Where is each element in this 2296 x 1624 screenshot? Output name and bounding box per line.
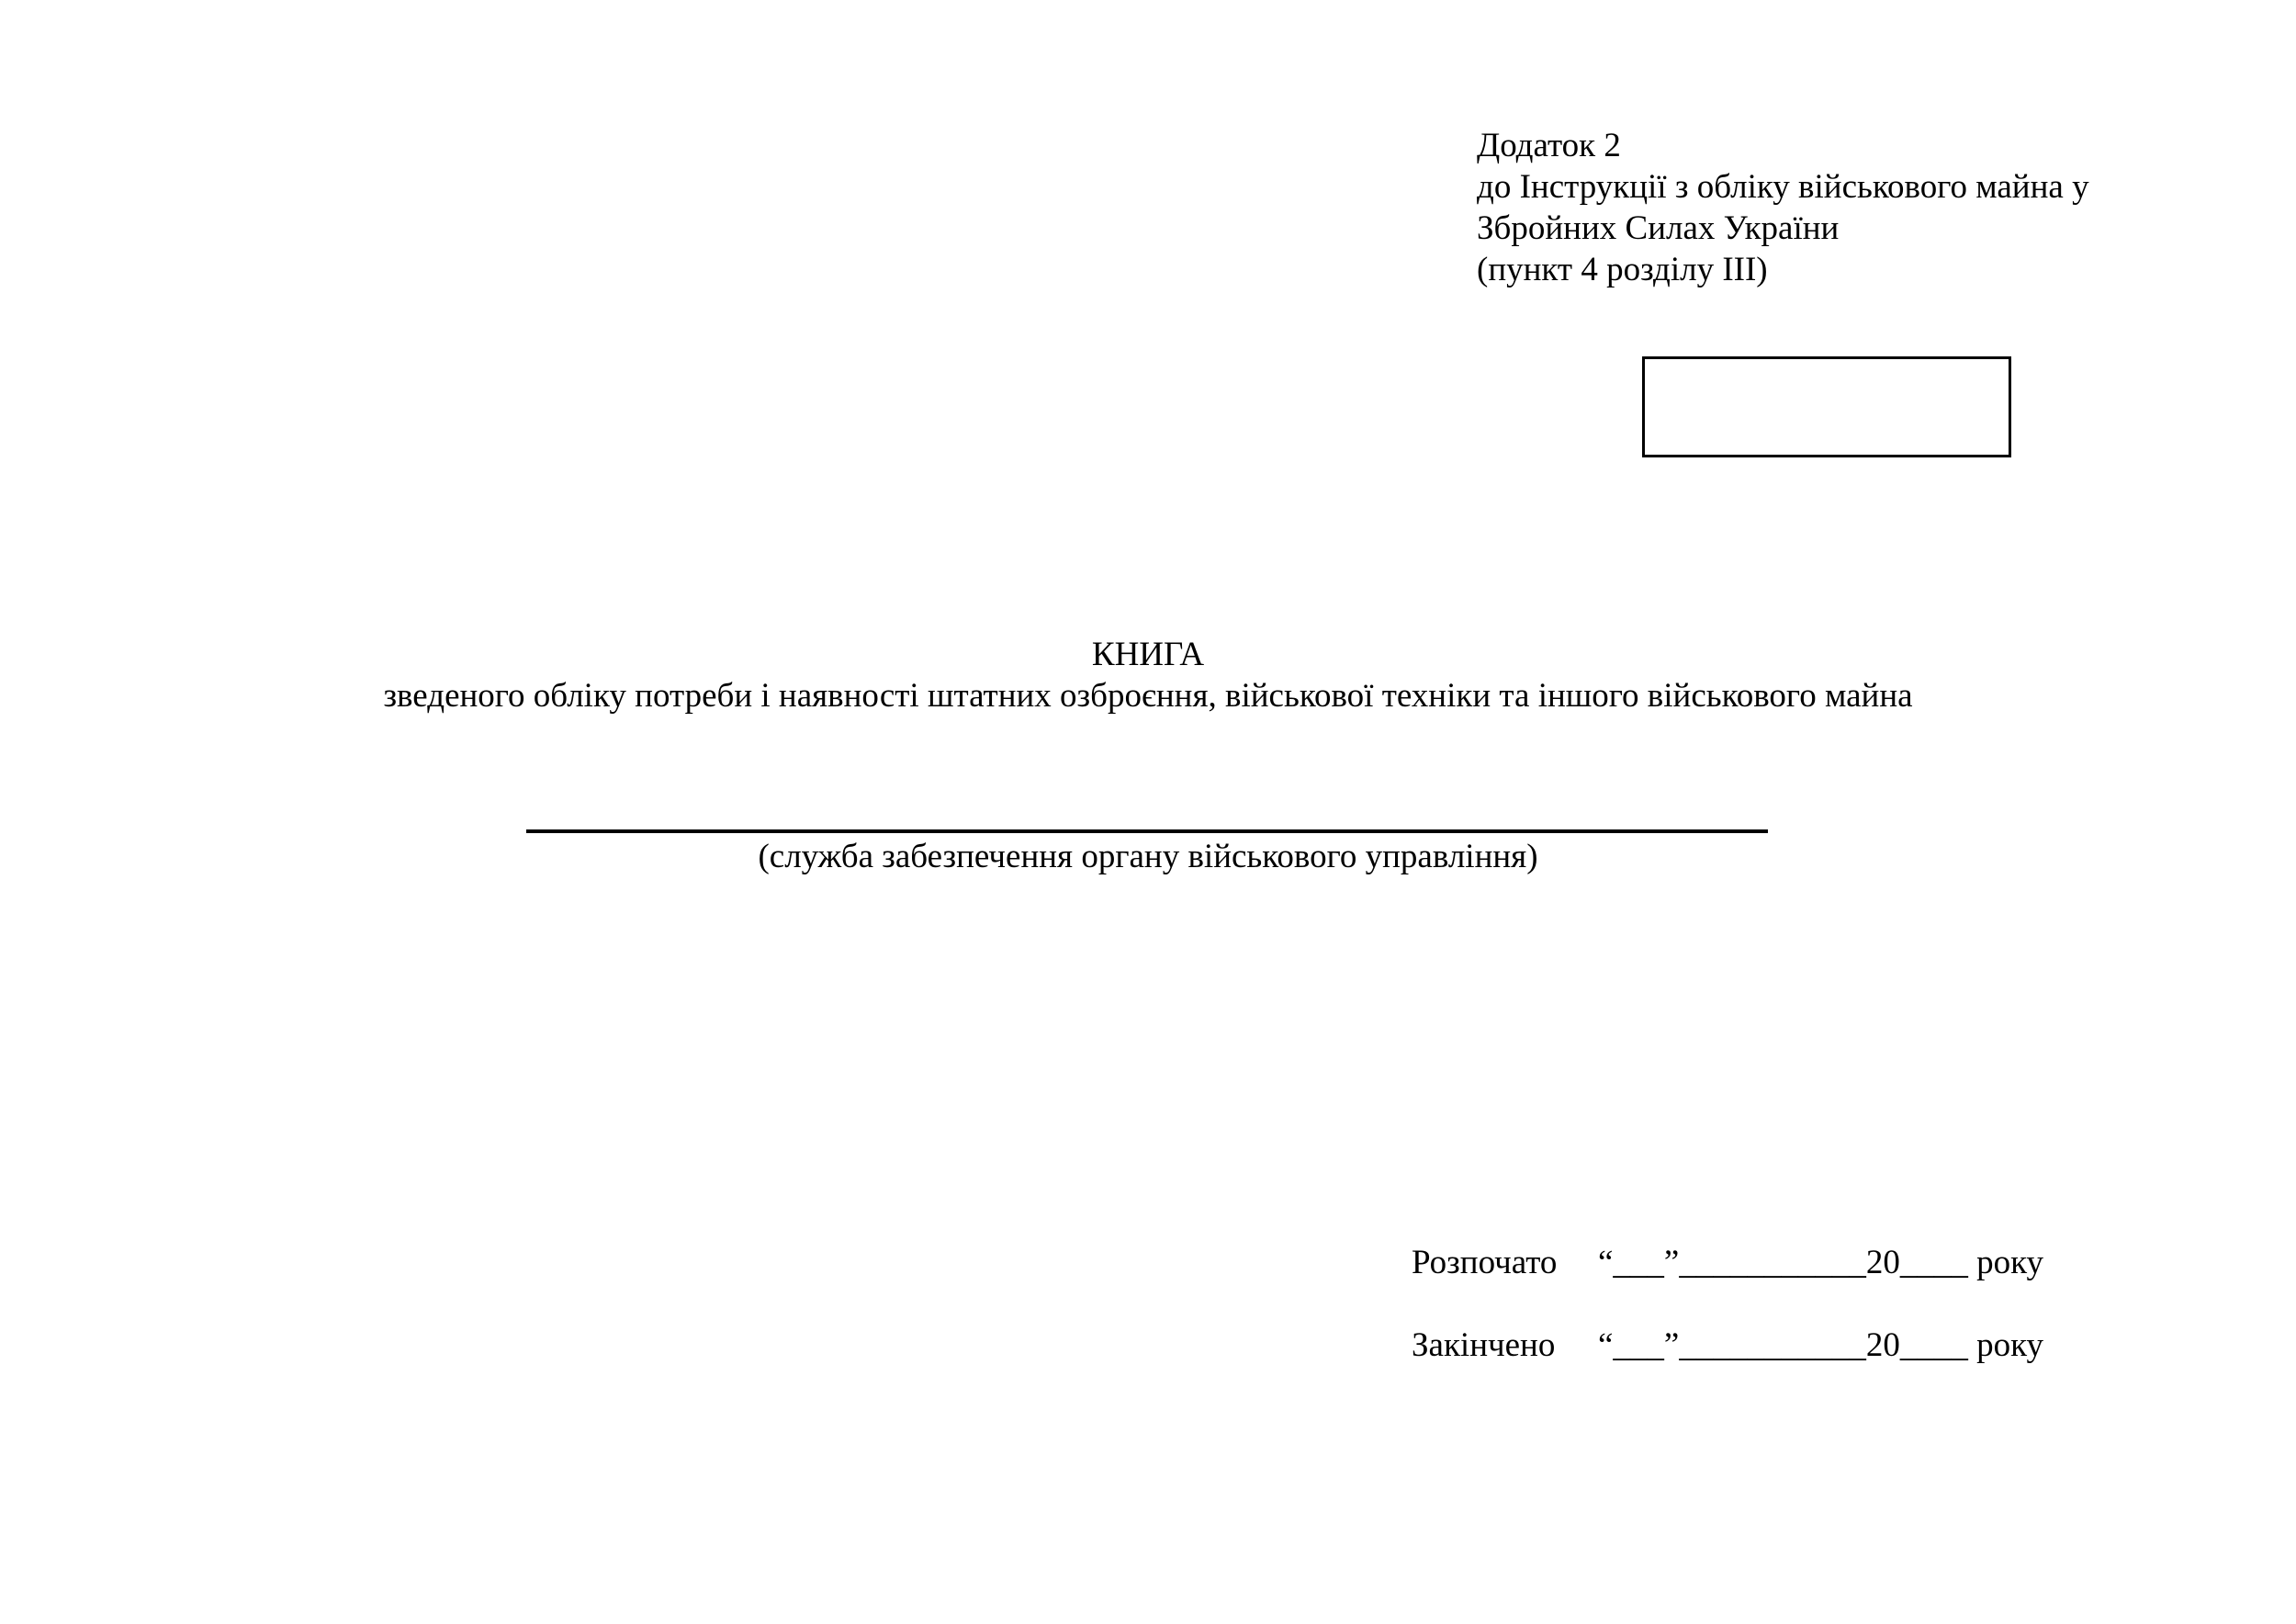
started-label: Розпочато	[1412, 1244, 1558, 1281]
appendix-line: (пункт 4 розділу III)	[1477, 251, 1768, 288]
appendix-line: до Інструкції з обліку військового майна у	[1477, 168, 2089, 206]
organization-blank-line	[526, 800, 1768, 833]
empty-stamp-box	[1642, 356, 2011, 457]
page-subtitle: зведеного обліку потреби і наявності штатних озброєння, військової техніки та іншого військового майна	[383, 677, 1913, 715]
appendix-reference	[1477, 125, 2175, 290]
started-blank-value: “___”___________20____ року	[1598, 1244, 2044, 1281]
finished-blank-value: “___”___________20____ року	[1598, 1326, 2044, 1364]
title-block	[0, 634, 2296, 716]
appendix-line: Додаток 2	[1477, 127, 1621, 164]
finished-label: Закінчено	[1412, 1326, 1556, 1364]
appendix-line: Збройних Силах України	[1477, 209, 1840, 247]
finished-date-row	[1412, 1325, 2043, 1366]
organization-caption: (служба забезпечення органу військового управління)	[758, 838, 1538, 875]
started-date-row	[1412, 1242, 2043, 1283]
page-title: КНИГА	[1091, 636, 1205, 673]
